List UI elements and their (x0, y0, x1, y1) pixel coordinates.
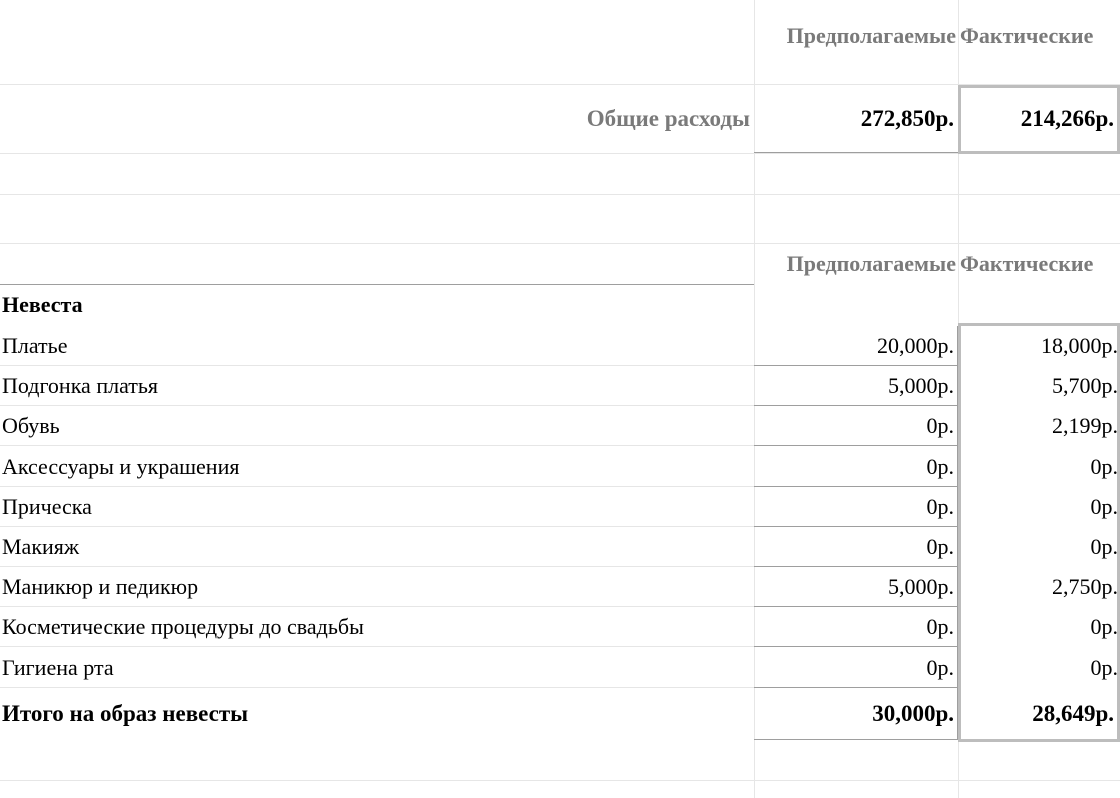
bride-item-underline (754, 646, 958, 647)
bride-section-title[interactable]: Невеста (2, 292, 83, 317)
bride-item-estimated[interactable]: 0р. (926, 655, 954, 680)
bride-total-row (0, 688, 1120, 740)
summary-total-label[interactable]: Общие расходы (586, 106, 750, 131)
bride-item-estimated[interactable]: 0р. (926, 413, 954, 438)
bride-item-row (0, 447, 1120, 487)
bride-header-row (0, 244, 1120, 284)
bride-item-estimated[interactable]: 0р. (926, 454, 954, 479)
gridline (0, 153, 1120, 154)
gridline (0, 445, 754, 446)
summary-header-actual[interactable]: Фактические (960, 23, 1094, 48)
bride-item-estimated[interactable]: 20,000р. (877, 333, 954, 358)
bride-item-estimated[interactable]: 0р. (926, 494, 954, 519)
bride-item-label[interactable]: Косметические процедуры до свадьбы (2, 614, 364, 639)
bride-item-label[interactable]: Макияж (2, 534, 80, 559)
bride-item-actual[interactable]: 0р. (1090, 655, 1118, 680)
estimated-column-border (957, 326, 958, 740)
bride-total-underline (754, 739, 958, 740)
bride-item-actual[interactable]: 2,750р. (1052, 574, 1118, 599)
bride-item-label[interactable]: Прическа (2, 494, 92, 519)
bride-item-row (0, 567, 1120, 607)
bride-item-label[interactable]: Платье (2, 333, 68, 358)
bride-item-label[interactable]: Маникюр и педикюр (2, 574, 199, 599)
bride-item-actual[interactable]: 0р. (1090, 494, 1118, 519)
bride-item-label[interactable]: Подгонка платья (2, 373, 159, 398)
bride-header-estimated[interactable]: Предполагаемые (786, 251, 956, 276)
bride-item-estimated[interactable]: 5,000р. (888, 574, 954, 599)
bride-item-actual[interactable]: 2,199р. (1052, 413, 1118, 438)
summary-total-row (0, 85, 1120, 153)
bride-item-actual[interactable]: 18,000р. (1041, 333, 1118, 358)
bride-item-actual[interactable]: 0р. (1090, 454, 1118, 479)
bride-item-estimated[interactable]: 5,000р. (888, 373, 954, 398)
bride-total-actual[interactable]: 28,649р. (1032, 701, 1114, 726)
bride-item-estimated[interactable]: 0р. (926, 534, 954, 559)
bride-item-row (0, 366, 1120, 406)
bride-item-row (0, 487, 1120, 527)
bride-item-actual[interactable]: 0р. (1090, 614, 1118, 639)
bride-total-label[interactable]: Итого на образ невесты (2, 701, 249, 726)
gridline (0, 780, 1120, 781)
bride-section-row (0, 285, 1120, 325)
bride-item-label[interactable]: Гигиена рта (2, 655, 114, 680)
summary-total-estimated[interactable]: 272,850р. (860, 106, 954, 131)
summary-header-row (0, 0, 1120, 84)
bride-header-actual[interactable]: Фактические (960, 251, 1094, 276)
gridline (0, 646, 754, 647)
bride-item-label[interactable]: Аксессуары и украшения (2, 454, 240, 479)
bride-item-underline (754, 445, 958, 446)
gridline (0, 194, 1120, 195)
bride-item-row (0, 326, 1120, 366)
bride-total-estimated[interactable]: 30,000р. (872, 701, 954, 726)
bride-item-actual[interactable]: 5,700р. (1052, 373, 1118, 398)
summary-total-actual[interactable]: 214,266р. (1020, 106, 1114, 131)
bride-item-row (0, 406, 1120, 446)
bride-item-row (0, 648, 1120, 688)
bride-item-row (0, 607, 1120, 647)
bride-item-label[interactable]: Обувь (2, 413, 60, 438)
summary-header-estimated[interactable]: Предполагаемые (786, 23, 956, 48)
bride-item-estimated[interactable]: 0р. (926, 614, 954, 639)
bride-item-actual[interactable]: 0р. (1090, 534, 1118, 559)
bride-item-row (0, 527, 1120, 567)
summary-total-underline (754, 152, 958, 153)
